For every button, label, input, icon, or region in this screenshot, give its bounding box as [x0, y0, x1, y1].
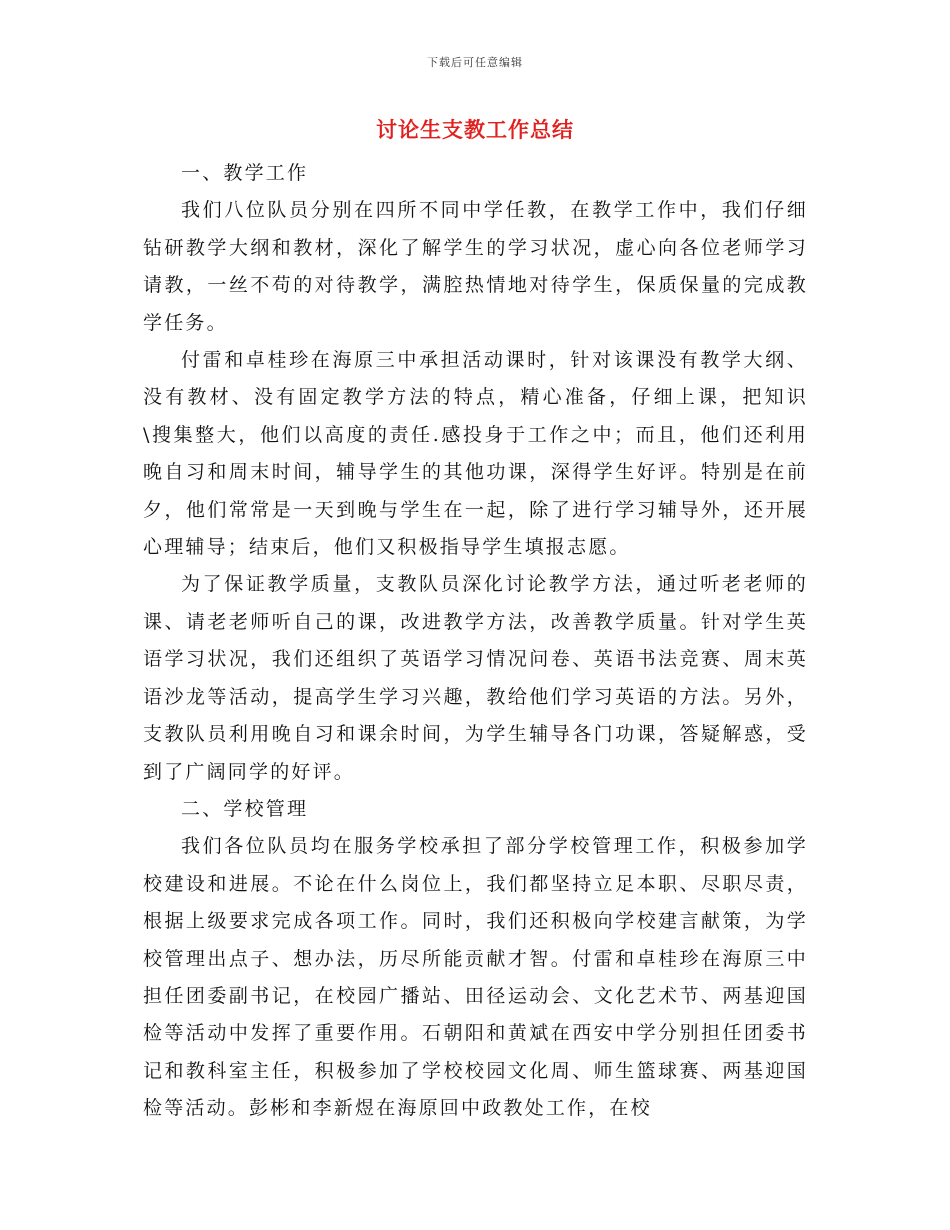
- section-heading-teaching: 一、教学工作: [181, 162, 309, 184]
- document-body: [143, 155, 808, 1128]
- section-heading-school-management: 二、学校管理: [181, 797, 309, 820]
- document-title: 讨论生支教工作总结: [376, 117, 574, 142]
- paragraph-teaching-overview: 我们八位队员分别在四所不同中学任教，在教学工作中，我们仔细钻研教学大纲和教材，深化了解学生的学习状况，虚心向各位老师学习请教，一丝不苟的对待教学，满腔热情地对待学生，保质保量的完成教学任务。: [143, 199, 808, 334]
- paragraph-school-management: 我们各位队员均在服务学校承担了部分学校管理工作，积极参加学校建设和进展。不论在什么岗位上，我们都坚持立足本职、尽职尽责，根据上级要求完成各项工作。同时，我们还积极向学校建言献策，为学校管理出点子、想办法，历尽所能贡献才智。付雷和卓桂珍在海原三中担任团委副书记，在校园广播站、田径运动会、文化艺术节、两基迎国检等活动中发挥了重要作用。石朝阳和黄斌在西安中学分别担任团委书记和教科室主任，积极参加了学校校园文化周、师生篮球赛、两基迎国检等活动。彭彬和李新煜在海原回中政教处工作，在校: [143, 835, 808, 1120]
- paragraph-teaching-quality: 为了保证教学质量，支教队员深化讨论教学方法，通过听老老师的课、请老老师听自己的课，改进教学方法，改善教学质量。针对学生英语学习状况，我们还组织了英语学习情况问卷、英语书法竞赛、周末英语沙龙等活动，提高学生学习兴趣，教给他们学习英语的方法。另外，支教队员利用晚自习和课余时间，为学生辅导各门功课，答疑解惑，受到了广阔同学的好评。: [143, 573, 808, 783]
- page-header-note: 下载后可任意编辑: [427, 56, 523, 69]
- paragraph-activity-class: 付雷和卓桂珍在海原三中承担活动课时，针对该课没有教学大纲、没有教材、没有固定教学方法的特点，精心准备，仔细上课，把知识\搜集整大，他们以高度的责任.感投身于工作之中；而且，他们还利用晚自习和周末时间，辅导学生的其他功课，深得学生好评。特别是在前夕，他们常常是一天到晚与学生在一起，除了进行学习辅导外，还开展心理辅导；结束后，他们又积极指导学生填报志愿。: [143, 349, 808, 559]
